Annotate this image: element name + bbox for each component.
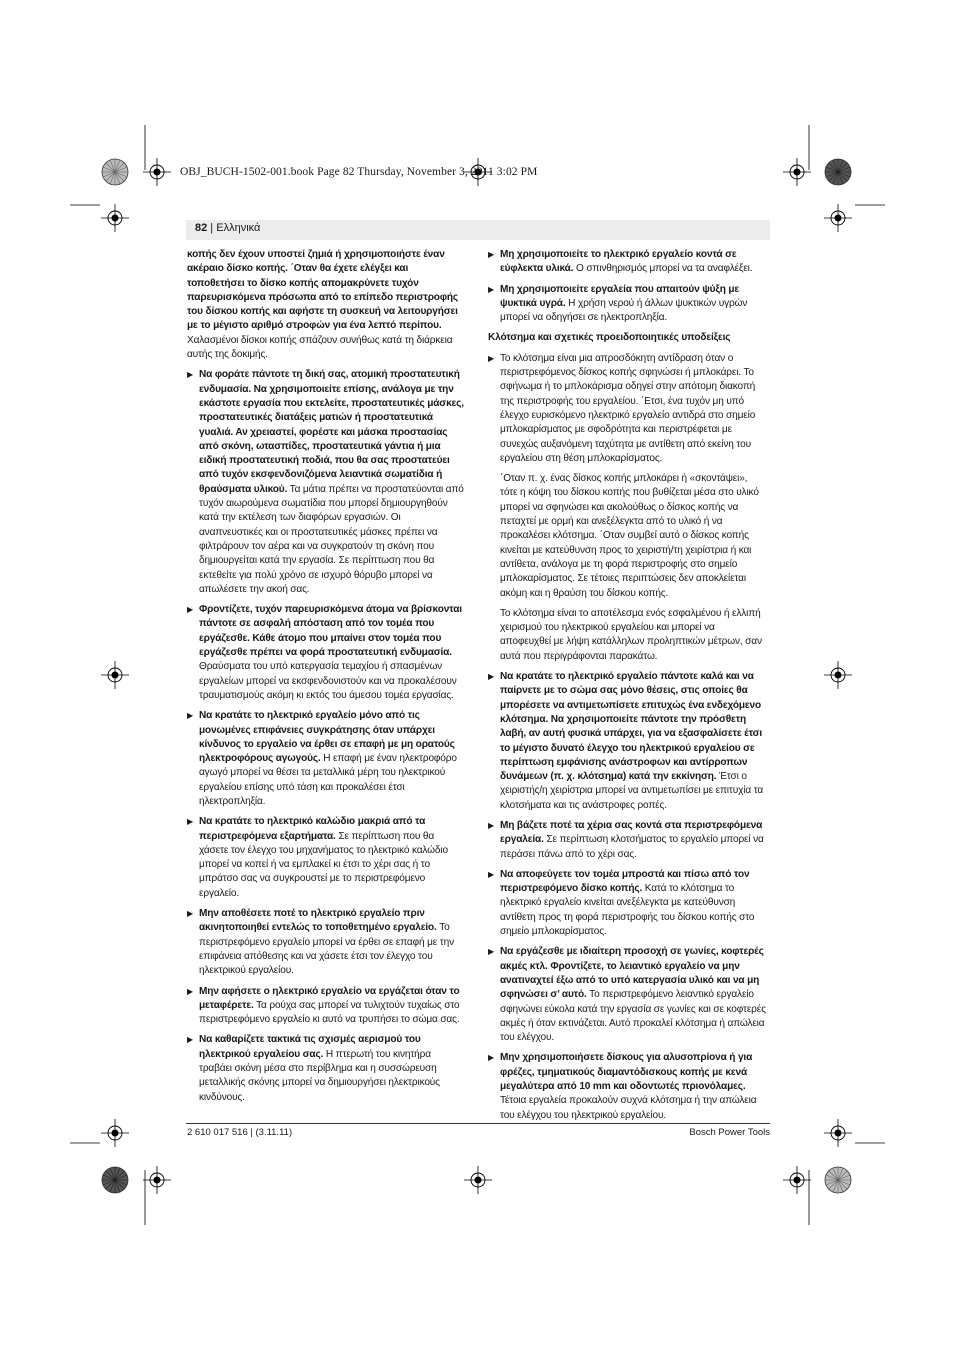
color-target-icon	[825, 1167, 851, 1193]
registration-mark-icon	[101, 1119, 129, 1147]
list-item: ▶ Μη χρησιμοποιείτε το ηλεκτρικό εργαλείο κοντά σε εύφλεκτα υλικά. Ο σπινθηρισμός μπορεί να τα αναφλέξει.	[488, 249, 753, 275]
header-bar	[186, 220, 770, 240]
list-item: ▶ Μην αφήσετε ο ηλεκτρικό εργαλείο να εργάζεται όταν το μεταφέρετε. Τα ρούχα σας μπορεί να τυλιχτούν τυχαίως στο περιστρεφόμενο εργαλείο κι αυτό να τρυπήσει το σώμα σας.	[187, 985, 460, 1026]
triangle-right-icon: ▶	[488, 1053, 495, 1063]
kickback-paragraph: ▶ Το κλότσημα είναι μια απροσδόκητη αντίδραση όταν ο περιστρεφόμενος δίσκος κοπής σφηνώσει ή μπλοκάρει. Το σφήνωμα ή το μπλοκάρισμα οδηγεί στην απότομη διακοπή της περιστροφής του εργαλείου. ΄Ετσι, ένα τυχόν μη υπό έλεγχο ευρισκόμενο ηλεκτρικό εργαλείο αντιδρά στο σημείο μπλοκαρίσματος με σφοδρότητα και περιστρέφεται με συνεχώς αυξανόμενη ταχύτητα με αντίθετη από εκείνη του εργαλείου στη θέση μπλοκαρίσματος. ΄Οταν π. χ. ένας δίσκος κοπής μπλοκάρει ή «σκοντάψει», τότε η κόψη του δίσκου κοπής που βυθίζεται μέσα στο υλικό μπορεί να σφηνώσει και ακολούθως ο δίσκος κοπής να πεταχτεί με ορμή και ανεξέλεγκτα από το υλικό ή να προκαλέσει κλότσημα. ΄Οταν συμβεί αυτό ο δίσκος κοπής κινείται με κατεύθυνση προς το χειριστή/τη χειρίστρια ή και αντίθετα, ανάλογα με τη φορά περιστροφής στο σημείο μπλοκαρίσματος. Σε τέτοιες περιπτώσεις δεν αποκλείεται ακόμη και η θραύση του δίσκου κοπής. Το κλότσημα είναι το αποτέλεσμα ενός εσφαλμένου ή ελλιπή χειρισμού του ηλεκτρικού εργαλείου και μπορεί να αποφευχθεί με λήψη κατάλληλων προληπτικών μέτρων, σαν αυτά που περιγράφονται παρακάτω.	[488, 352, 762, 662]
registration-mark-icon	[101, 204, 129, 232]
list-item: ▶ Να φοράτε πάντοτε τη δική σας, ατομική προστατευτική ενδυμασία. Να χρησιμοποιείτε επίσης, ανάλογα με την εκάστοτε εργασία που εκτελείτε, προστατευτικές μάσκες, προστατευτικές διατάξεις ματιών ή προστατευτικά γυαλιά. Αν χρειαστεί, φορέστε και μάσκα προστασίας από σκόνη, ωτασπίδες, προστατευτικά γάντια ή μια ειδική προστατευτική ποδιά, που θα σας προστατεύει από τυχόν εκσφενδονιζόμενα λειαντικά σωματίδια ή θραύσματα υλικού. Τα μάτια πρέπει να προστατεύονται από τυχόν αιωρούμενα σωματίδια που μπορεί δημιουργηθούν κατά την εκτέλεση των διαφόρων εργασιών. Οι αναπνευστικές και οι προστατευτικές μάσκες πρέπει να φιλτράρουν τον αέρα και να συγκρατούν τη σκόνη που δημιουργείται κατά την εργασία. Σε περίπτωση που θα εκτεθείτε για πολύ χρόνο σε ισχυρό θόρυβο μπορεί να απωλέσετε την ακοή σας.	[187, 369, 464, 595]
list-item: ▶ Να αποφεύγετε τον τομέα μπροστά και πίσω από τον περιστρεφόμενο δίσκο κοπής. Κατά το κλότσημα το ηλεκτρικό εργαλείο κινείται ανεξέλεγκτα με κατεύθυνση αντίθετη προς τη φορά περιστροφής του δίσκου κοπής στο σημείο μπλοκαρίσματος.	[488, 868, 755, 938]
list-item: ▶ Μην αποθέσετε ποτέ το ηλεκτρικό εργαλείο πριν ακινητοποιηθεί εντελώς το τοποθετημένο εργαλείο. Το περιστρεφόμενο εργαλείο μπορεί να έρθει σε επαφή με την επιφάνεια απόθεσης και να χάσετε έτσι τον έλεγχο του ηλεκτρικού εργαλείου.	[187, 908, 454, 977]
triangle-right-icon: ▶	[488, 284, 495, 294]
left-column	[187, 248, 465, 1111]
triangle-right-icon: ▶	[187, 605, 194, 615]
triangle-right-icon: ▶	[187, 1035, 194, 1045]
list-item: ▶ Να εργάζεσθε με ιδιαίτερη προσοχή σε γωνίες, κοφτερές ακμές κτλ. Φροντίζετε, το λειαντικό εργαλείο να μην ανατιναχτεί έξω από το υπό κατεργασία υλικό και να μη σφηνώσει σ’ αυτό. Το περιστρεφόμενο λειαντικό εργαλείο σφηνώνει εύκολα κατά την εργασία σε γωνίες και σε κοφτερές ακμές ή όταν εκτινάζεται. Αυτό προκαλεί κλότσημα ή απώλεια του ελέγχου.	[488, 946, 766, 1044]
triangle-right-icon: ▶	[187, 370, 194, 380]
triangle-right-icon: ▶	[488, 250, 495, 259]
print-info: OBJ_BUCH-1502-001.book Page 82 Thursday, November 3, 2011 3:02 PM	[180, 166, 538, 178]
list-item: ▶ Μη χρησιμοποιείτε εργαλεία που απαιτούν ψύξη με ψυκτικά υγρά. Η χρήση νερού ή άλλων ψυκτικών υγρών μπορεί να οδηγήσει σε ηλεκτροπληξία.	[488, 283, 748, 324]
registration-mark-icon	[824, 661, 852, 689]
color-target-icon	[825, 159, 851, 185]
triangle-right-icon: ▶	[488, 820, 495, 830]
triangle-right-icon: ▶	[187, 909, 194, 919]
language-label: Ελληνικά	[216, 222, 261, 234]
page-header: 82 | Ελληνικά	[195, 222, 261, 234]
page-number: 82	[195, 222, 208, 234]
right-column	[488, 248, 766, 1129]
triangle-right-icon: ▶	[187, 711, 194, 721]
list-item: ▶ Μη βάζετε ποτέ τα χέρια σας κοντά στα περιστρεφόμενα εργαλεία. Σε περίπτωση κλοτσήματος το εργαλείο μπορεί να περάσει πάνω από το χέρι σας.	[488, 819, 764, 860]
triangle-right-icon: ▶	[488, 947, 495, 957]
registration-mark-icon	[783, 158, 811, 186]
registration-mark-icon	[464, 1166, 492, 1194]
triangle-right-icon: ▶	[187, 817, 194, 827]
list-item: ▶ Να καθαρίζετε τακτικά τις σχισμές αερισμού του ηλεκτρικού εργαλείου σας. Η πτερωτή του κινητήρα τραβάει σκόνη μέσα στο περίβλημα και η συσσώρευση μεταλλικής σκόνης μπορεί να δημιουργήσει ηλεκτρικούς κινδύνους.	[187, 1034, 440, 1103]
list-item: ▶ Να κρατάτε το ηλεκτρικό εργαλείο πάντοτε καλά και να παίρνετε με το σώμα σας μόνο θέσεις, στις οποίες θα μπορέσετε να αντιμετωπίσετε επιτυχώς ένα ενδεχόμενο κλότσημα. Να χρησιμοποιείτε πάντοτε την πρόσθετη λαβή, αν αυτή φυσικά υπάρχει, για να εξασφαλίσετε έτσι το μέγιστο δυνατό έλεγχο του ηλεκτρικού εργαλείου σε περίπτωση εμφάνισης ανάστροφων και αντίρροπων δυνάμεων (π. χ. κλότσημα) κατά την εκκίνηση. Έτσι ο χειριστής/η χειρίστρια μπορεί να αντιμετωπίσει με επιτυχία τα κλοτσήματα και τις ανάστροφες ροπές.	[488, 671, 764, 811]
list-item: ▶ Να κρατάτε το ηλεκτρικό εργαλείο μόνο από τις μονωμένες επιφάνειες συγκράτησης όταν υπάρχει κίνδυνος το εργαλείο να έρθει σε επαφή με μη ορατούς ηλεκτροφόρους αγωγούς. Η επαφή με έναν ηλεκτροφόρο αγωγό μπορεί να θέσει τα μεταλλικά μέρη του ηλεκτρικού εργαλείου επίσης υπό τάση και προκαλέσει έτσι ηλεκτροπληξία.	[187, 710, 457, 807]
list-item: ▶ Μην χρησιμοποιήσετε δίσκους για αλυσοπρίονα ή για φρέζες, τμηματικούς διαμαντόδισκους κοπής με κενά μεγαλύτερα από 10 mm και οδοντωτές πριονόλαμες. Τέτοια εργαλεία προκαλούν συχνά κλότσημα ή την απώλεια του ελέγχου του ηλεκτρικού εργαλείου.	[488, 1052, 757, 1121]
intro-paragraph: κοπής δεν έχουν υποστεί ζημιά ή χρησιμοποιήστε έναν ακέραιο δίσκο κοπής. ΄Οταν θα έχετε ελέγξει και τοποθετήσει το δίσκο κοπής απομακρύνετε τυχόν παρευρισκόμενα πρόσωπα από το επίπεδο περιστροφής του δίσκου κοπής και αφήστε τη συσκευή να λειτουργήσει με το μέγιστο αριθμό στροφών για ένα λεπτό περίπου. Χαλασμένοι δίσκοι κοπής σπάζουν συνήθως κατά τη διάρκεια αυτής της δοκιμής.	[187, 249, 459, 361]
registration-mark-icon	[101, 661, 129, 689]
registration-mark-icon	[783, 1166, 811, 1194]
registration-mark-icon	[824, 204, 852, 232]
section-heading: Κλότσημα και σχετικές προειδοποιητικές υποδείξεις	[488, 332, 731, 344]
registration-mark-icon	[824, 1119, 852, 1147]
footer-brand: Bosch Power Tools	[689, 1127, 770, 1138]
triangle-right-icon: ▶	[488, 672, 495, 682]
triangle-right-icon: ▶	[488, 353, 495, 363]
triangle-right-icon: ▶	[187, 986, 194, 996]
footer-rule	[186, 1123, 770, 1124]
color-target-icon	[102, 159, 128, 185]
registration-mark-icon	[143, 1166, 171, 1194]
footer-doc-number: 2 610 017 516 | (3.11.11)	[187, 1127, 293, 1138]
list-item: ▶ Φροντίζετε, τυχόν παρευρισκόμενα άτομα να βρίσκονται πάντοτε σε ασφαλή απόσταση από τον τομέα που εργάζεσθε. Κάθε άτομο που μπαίνει στον τομέα που εργάζεσθε πρέπει να φορά προστατευτική ενδυμασία. Θραύσματα του υπό κατεργασία τεμαχίου ή σπασμένων εργαλείων μπορεί να εκσφενδονιστούν και να προκαλέσουν τραυματισμούς ακόμη κι εκτός του άμεσου τομέα εργασίας.	[187, 604, 462, 701]
registration-mark-icon	[143, 158, 171, 186]
color-target-icon	[102, 1167, 128, 1193]
list-item: ▶ Να κρατάτε το ηλεκτρικό καλώδιο μακριά από τα περιστρεφόμενα εξαρτήματα. Σε περίπτωση που θα χάσετε τον έλεγχο του μηχανήματος το ηλεκτρικό καλώδιο μπορεί να κοπεί ή να εμπλακεί κι έτσι το χέρι σας ή το μπράτσο σας να συγκρουστεί με το περιστρεφόμενο εργαλείο.	[187, 816, 448, 899]
triangle-right-icon: ▶	[488, 869, 495, 879]
